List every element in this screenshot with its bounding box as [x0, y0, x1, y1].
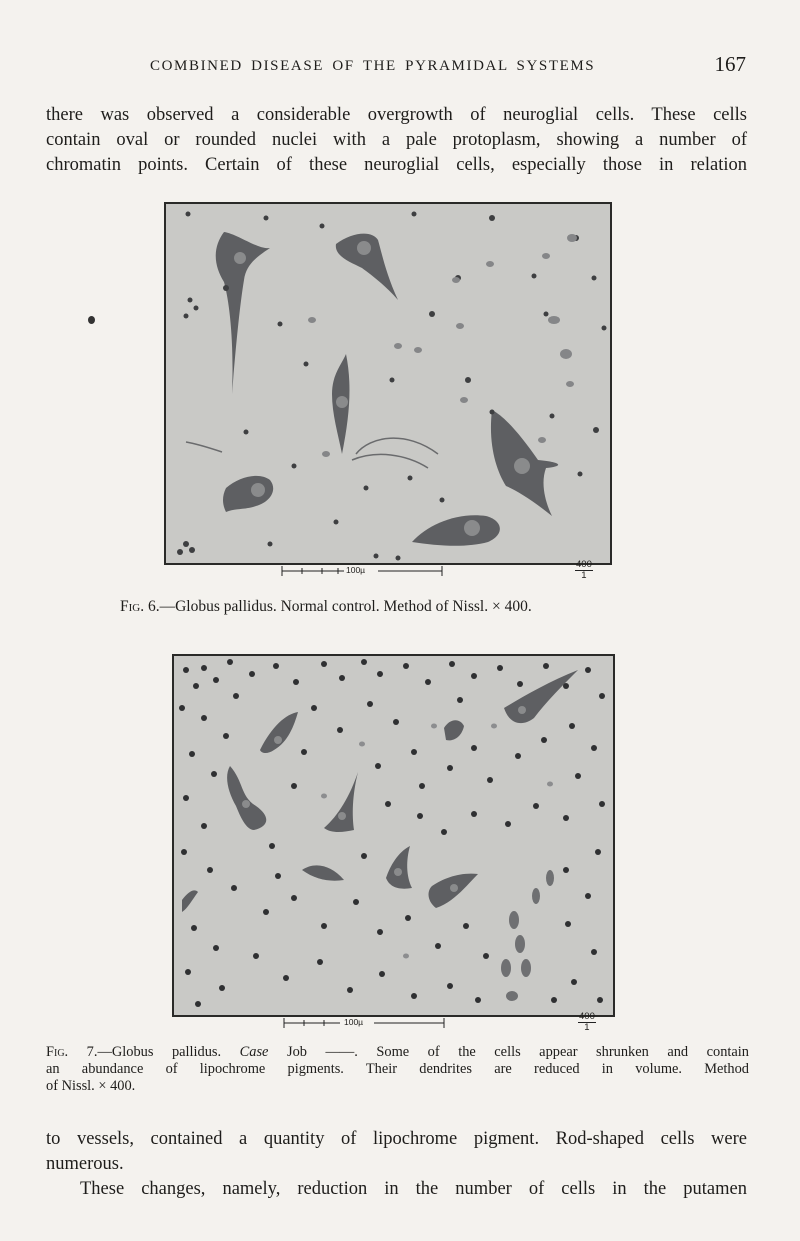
page-number: 167 [714, 52, 746, 76]
figure-6-illustration [166, 204, 610, 563]
figure-7-label: Fig. 7. [46, 1044, 98, 1060]
top-paragraph-line-2: contain oval or rounded nuclei with a pale protoplasm, showing a number of [46, 130, 747, 150]
figure-6-magnification-denominator: 1 [581, 570, 587, 581]
figure-6-micrograph [164, 202, 612, 565]
figure-6-magnification-numerator: 400 [576, 559, 592, 570]
figure-6-caption [120, 598, 532, 615]
figure-7-caption-part-2: Job ——. Some of the cells appear shrunken and contain [268, 1044, 749, 1060]
running-title: COMBINED DISEASE OF THE PYRAMIDAL SYSTEMS [150, 58, 596, 74]
top-paragraph-line-3: chromatin points. Certain of these neuroglial cells, especially those in relation [46, 155, 747, 175]
figure-7-caption-italic: Case [239, 1044, 269, 1060]
figure-7-magnification [578, 1012, 596, 1033]
figure-7-scale-label: 100µ [344, 1017, 364, 1027]
figure-7-caption [46, 1044, 749, 1095]
neuron-cells [216, 232, 558, 546]
cell-nuclei [234, 241, 530, 536]
figure-6-scale-label: 100µ [346, 565, 366, 575]
figure-7-scale-line [282, 1017, 446, 1029]
figure-6-caption-text: —Globus pallidus. Normal control. Method of Nissl. × 400. [159, 598, 532, 615]
bottom-paragraph-line-2: numerous. [46, 1154, 124, 1174]
figure-7-micrograph [172, 654, 615, 1017]
figure-6-label: Fig. 6. [120, 598, 160, 615]
figure-7-magnification-denominator: 1 [584, 1022, 590, 1033]
figure-7-caption-line-1 [46, 1044, 749, 1061]
next-paragraph-line-1: These changes, namely, reduction in the number of cells in the putamen [80, 1179, 747, 1199]
figure-7-scale-bar [282, 1017, 446, 1029]
red-blood-cells [308, 234, 577, 457]
capillary-rod-cells [501, 870, 554, 1001]
shrunken-neuron-cells [182, 670, 578, 912]
fibres [186, 438, 438, 468]
bottom-paragraph-line-1: to vessels, contained a quantity of lipochrome pigment. Rod-shaped cells were [46, 1129, 747, 1149]
top-paragraph-line-1: there was observed a considerable overgrowth of neuroglial cells. These cells [46, 105, 747, 125]
figure-6-magnification [575, 560, 593, 581]
figure-7-illustration [174, 656, 613, 1015]
figure-7-caption-line-3: of Nissl. × 400. [46, 1078, 136, 1094]
glial-nuclei [179, 659, 605, 1007]
figure-7-caption-line-2: an abundance of lipochrome pigments. Their dendrites are reduced in volume. Method [46, 1061, 749, 1077]
figure-7-caption-part-1: —Globus pallidus. [97, 1044, 240, 1060]
figure-7-magnification-numerator: 400 [579, 1011, 595, 1022]
ink-speck [88, 316, 95, 324]
